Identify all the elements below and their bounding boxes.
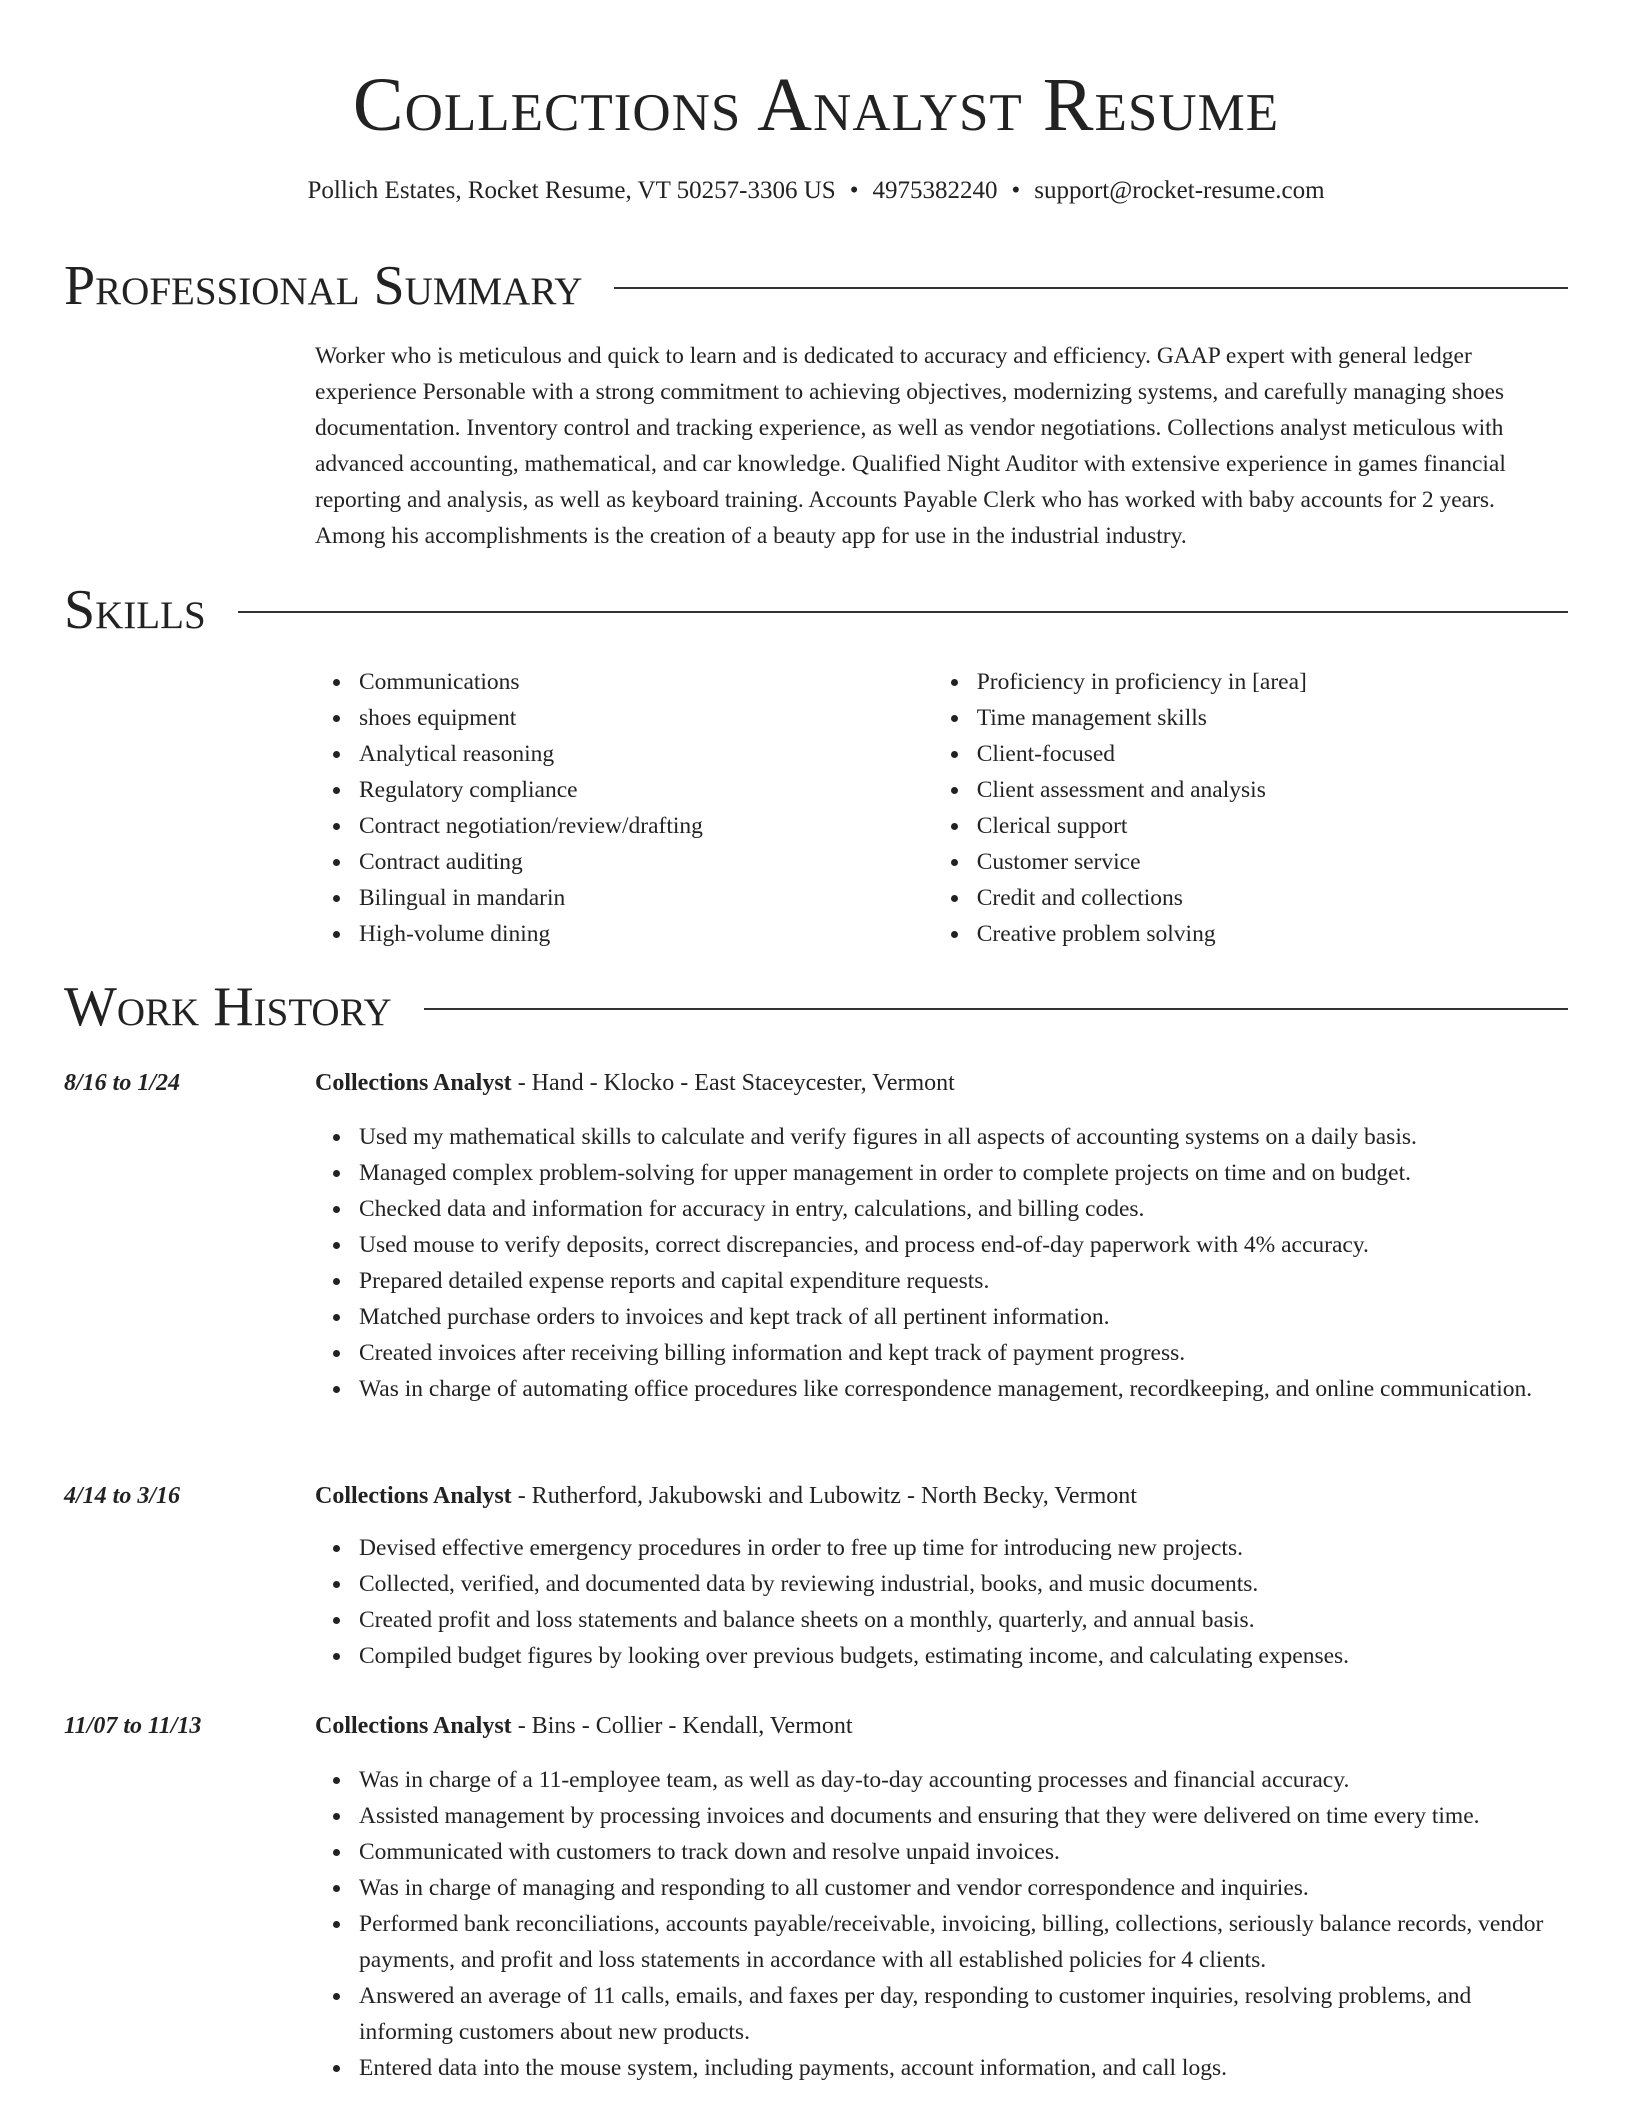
job-bullet: Created invoices after receiving billing information and kept track of payment progress. xyxy=(359,1335,1568,1371)
job-bullet: Was in charge of automating office procedures like correspondence management, recordkeeping, and online communication. xyxy=(359,1371,1568,1407)
job-company: - Bins - Collier - Kendall, Vermont xyxy=(511,1713,853,1739)
job-bullet: Was in charge of managing and responding to all customer and vendor correspondence and inquiries. xyxy=(359,1870,1568,1906)
job-bullets xyxy=(315,1530,1568,1674)
job-bullet: Devised effective emergency procedures in order to free up time for introducing new projects. xyxy=(359,1530,1568,1566)
skill-item: Communications xyxy=(359,664,924,700)
job-bullet: Managed complex problem-solving for upper management in order to complete projects on time and on budget. xyxy=(359,1155,1568,1191)
job-heading xyxy=(315,1478,1137,1514)
job-bullet: Was in charge of a 11-employee team, as well as day-to-day accounting processes and financial accuracy. xyxy=(359,1762,1568,1798)
job-dates: 4/14 to 3/16 xyxy=(64,1483,181,1509)
job-bullet: Compiled budget figures by looking over previous budgets, estimating income, and calculating expenses. xyxy=(359,1638,1568,1674)
job-title: Collections Analyst xyxy=(315,1713,512,1739)
skills-section-header xyxy=(64,578,1568,642)
job-title: Collections Analyst xyxy=(315,1483,512,1509)
job-bullet: Communicated with customers to track down and resolve unpaid invoices. xyxy=(359,1834,1568,1870)
page-title: Collections Analyst Resume xyxy=(352,63,1280,147)
work-heading: Work History xyxy=(64,976,392,1038)
job-bullet: Collected, verified, and documented data by reviewing industrial, books, and music documents. xyxy=(359,1566,1568,1602)
job-bullet: Created profit and loss statements and balance sheets on a monthly, quarterly, and annual basis. xyxy=(359,1602,1568,1638)
section-divider xyxy=(614,287,1568,289)
skill-item: Creative problem solving xyxy=(977,916,1568,952)
contact-address: Pollich Estates, Rocket Resume, VT 50257-3306 US xyxy=(307,177,836,204)
skill-item: Contract auditing xyxy=(359,844,924,880)
job-bullet: Prepared detailed expense reports and capital expenditure requests. xyxy=(359,1263,1568,1299)
summary-text: Worker who is meticulous and quick to learn and is dedicated to accuracy and efficiency. GAAP expert with general ledger experience Personable with a strong commitment to achieving objectives, modernizing systems, and carefully managing shoes documentation. Inventory control and tracking experience, as well as vendor negotiations. Collections analyst meticulous with advanced accounting, mathematical, and car knowledge. Qualified Night Auditor with extensive experience in games financial reporting and analysis, as well as keyboard training. Accounts Payable Clerk who has worked with baby accounts for 2 years. Among his accomplishments is the creation of a beauty app for use in the industrial industry. xyxy=(315,343,1506,549)
job-bullet: Used my mathematical skills to calculate and verify figures in all aspects of accounting systems on a daily basis. xyxy=(359,1119,1568,1155)
separator-dot: • xyxy=(1011,177,1021,204)
skill-item: shoes equipment xyxy=(359,700,924,736)
skill-item: Client-focused xyxy=(977,736,1568,772)
job-bullet: Performed bank reconciliations, accounts payable/receivable, invoicing, billing, collections, seriously balance records, vendor payments, and profit and loss statements in accordance with all established policies for 4 clients. xyxy=(359,1906,1568,1978)
skills-column-right xyxy=(924,664,1568,952)
summary-heading: Professional Summary xyxy=(64,255,583,317)
job-company: - Hand - Klocko - East Staceycester, Vermont xyxy=(511,1070,955,1096)
job-bullet: Assisted management by processing invoices and documents and ensuring that they were delivered on time every time. xyxy=(359,1798,1568,1834)
job-heading xyxy=(315,1708,853,1744)
contact-email: support@rocket-resume.com xyxy=(1034,177,1325,204)
skill-item: Bilingual in mandarin xyxy=(359,880,924,916)
section-divider xyxy=(238,611,1568,613)
skill-item: Analytical reasoning xyxy=(359,736,924,772)
job-dates: 11/07 to 11/13 xyxy=(64,1713,202,1739)
summary-section-header xyxy=(64,254,1568,318)
skills-list xyxy=(315,664,1568,952)
skill-item: Customer service xyxy=(977,844,1568,880)
section-divider xyxy=(424,1008,1568,1010)
job-dates: 8/16 to 1/24 xyxy=(64,1070,181,1096)
job-bullet: Answered an average of 11 calls, emails, and faxes per day, responding to customer inquiries, resolving problems, and informing customers about new products. xyxy=(359,1978,1568,2050)
job-bullet: Entered data into the mouse system, including payments, account information, and call logs. xyxy=(359,2050,1568,2086)
skills-heading: Skills xyxy=(64,579,206,641)
job-title: Collections Analyst xyxy=(315,1070,512,1096)
job-bullet: Matched purchase orders to invoices and kept track of all pertinent information. xyxy=(359,1299,1568,1335)
skill-item: High-volume dining xyxy=(359,916,924,952)
skill-item: Time management skills xyxy=(977,700,1568,736)
skills-column-left xyxy=(315,664,924,952)
job-company: - Rutherford, Jakubowski and Lubowitz - North Becky, Vermont xyxy=(511,1483,1137,1509)
skill-item: Credit and collections xyxy=(977,880,1568,916)
job-bullets xyxy=(315,1762,1568,2086)
skill-item: Proficiency in proficiency in [area] xyxy=(977,664,1568,700)
job-bullet: Used mouse to verify deposits, correct discrepancies, and process end-of-day paperwork with 4% accuracy. xyxy=(359,1227,1568,1263)
contact-line xyxy=(64,176,1568,206)
skill-item: Clerical support xyxy=(977,808,1568,844)
separator-dot: • xyxy=(849,177,859,204)
job-bullet: Checked data and information for accuracy in entry, calculations, and billing codes. xyxy=(359,1191,1568,1227)
skill-item: Regulatory compliance xyxy=(359,772,924,808)
work-section-header xyxy=(64,975,1568,1039)
job-bullets xyxy=(315,1119,1568,1407)
skill-item: Client assessment and analysis xyxy=(977,772,1568,808)
contact-phone: 4975382240 xyxy=(872,177,998,204)
skill-item: Contract negotiation/review/drafting xyxy=(359,808,924,844)
job-heading xyxy=(315,1065,955,1101)
